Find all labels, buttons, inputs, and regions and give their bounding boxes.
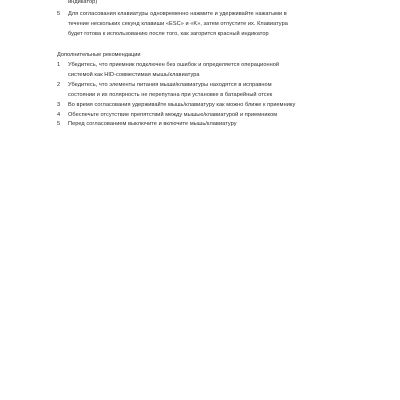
- step-number: 5: [57, 11, 61, 17]
- list-item-text: состоянии и их полярность не перепутана при установке в батарейный отсек: [68, 92, 273, 98]
- section-heading: Дополнительные рекомендации: [57, 52, 141, 58]
- list-item-number: 5: [57, 121, 61, 127]
- list-item-number: 2: [57, 82, 61, 88]
- list-item-text: Во время согласования удерживайте мышь/клавиатуру как можно ближе к приемнику: [68, 102, 296, 108]
- list-item-text: Перед согласованием выключите и включите мышь/клавиатуру: [68, 121, 237, 127]
- list-item-text: Убедитесь, что элементы питания мыши/клавиатуры находятся в исправном: [68, 82, 272, 88]
- list-item-number: 1: [57, 62, 61, 68]
- list-item-number: 3: [57, 102, 61, 108]
- previous-step-fragment: индикатор): [68, 0, 98, 5]
- step-text-line: Для согласования клавиатуры одновременно нажмите и удерживайте нажатыми в: [68, 11, 287, 17]
- list-item-number: 4: [57, 112, 61, 118]
- list-item-text: системой как HID-совместимая мышь/клавиатура: [68, 72, 200, 78]
- step-text-line: будет готова к использованию после того, как загорится красный индикатор: [68, 31, 269, 37]
- list-item-text: Убедитесь, что приемник подключен без ошибок и определяется операционной: [68, 62, 280, 68]
- step-text-line: течение нескольких секунд клавиши «ESC» и «K», затем отпустите их. Клавиатура: [68, 21, 288, 27]
- list-item-text: Обеспечьте отсутствие препятствий между мышью/клавиатурой и приемником: [68, 112, 278, 118]
